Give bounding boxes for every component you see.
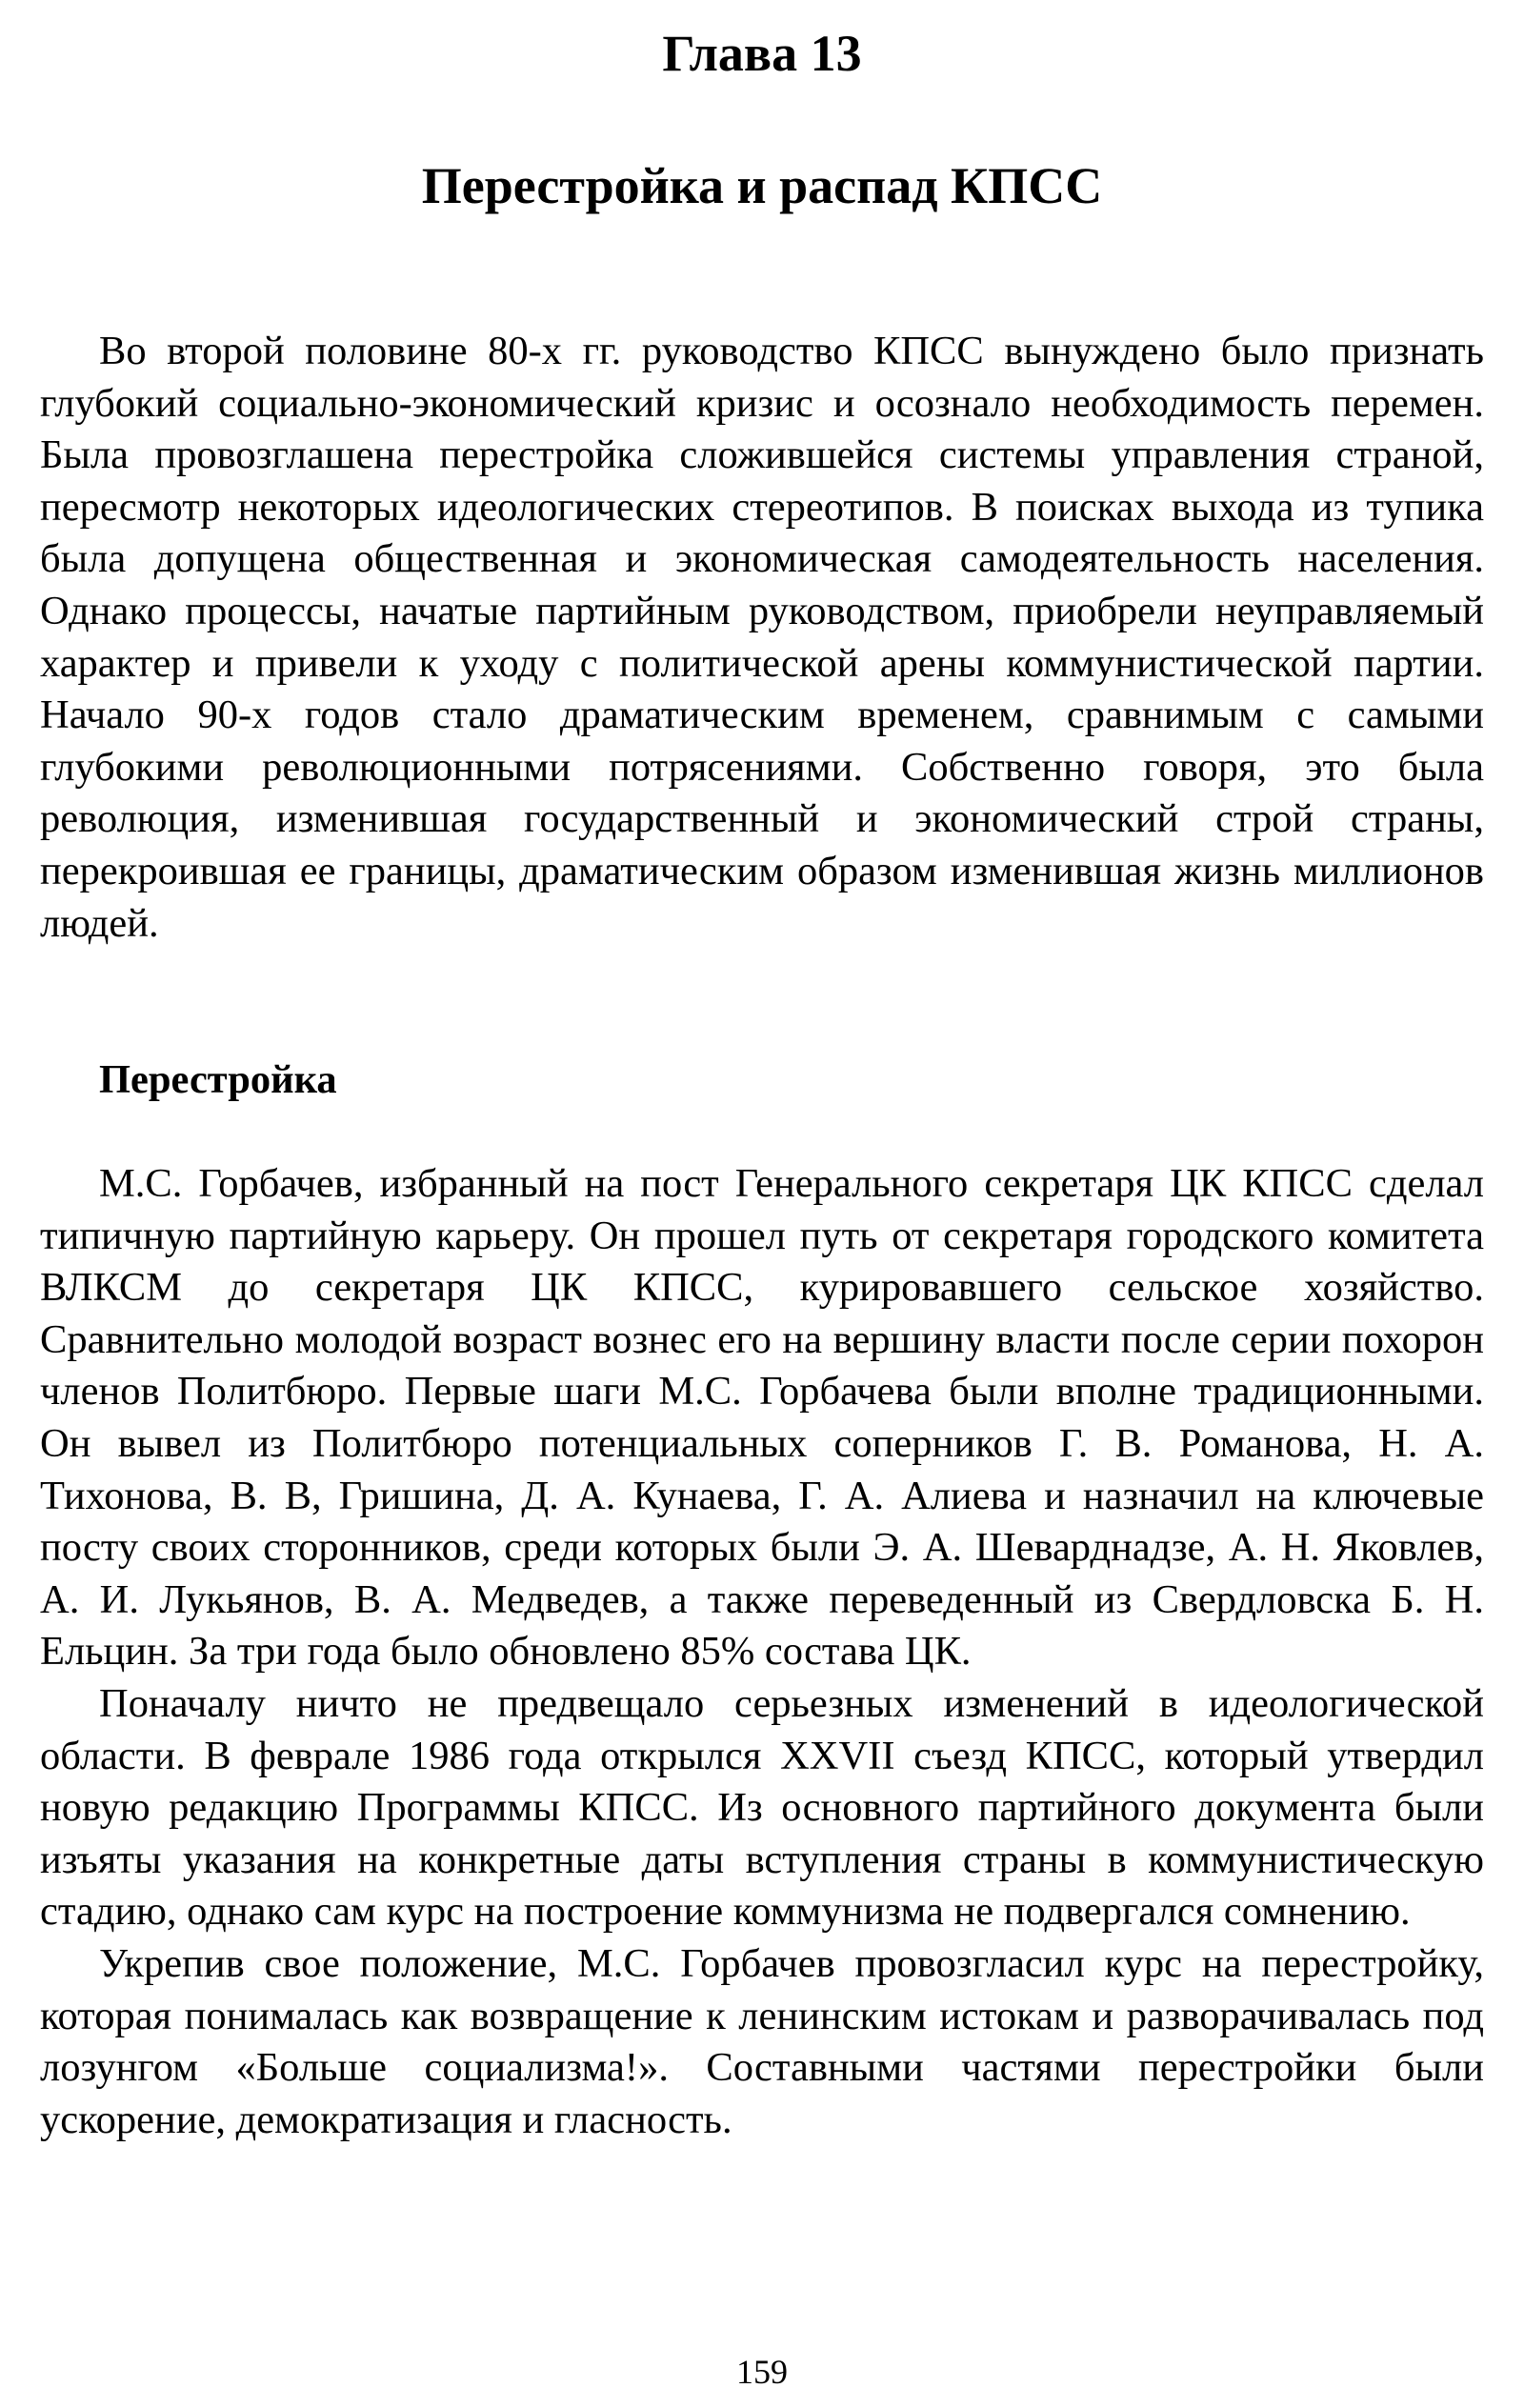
body-paragraph: Поначалу ничто не предвещало серьезных изменений в идеологической области. В феврале 1986 года открылся XXVII съезд КПСС, который утвердил новую редакцию Программы КПСС. Из основного партийного документа были изъяты указания на конкретные даты вступления страны в коммунистическую стадию, однако сам курс на построение коммунизма не подвергался сомнению. [40,1680,1484,1935]
intro-paragraph: Во второй половине 80-х гг. руководство КПСС вынуждено было признать глубокий социально-экономический кризис и осознало необходимость перемен. Была провозглашена перестройка сложившейся системы управления страной, пересмотр некоторых идеологических стереотипов. В поисках выхода из тупика была допущена общественная и экономическая самодеятельность населения. Однако процессы, начатые партийным руководством, приобрели неуправляемый характер и привели к уходу с политической арены коммунистической партии. Начало 90-х годов стало драматическим временем, сравнимым с самыми глубокими революционными потрясениями. Собственно говоря, это была революция, изменившая государственный и экономический строй страны, перекроившая ее границы, драматическим образом изменившая жизнь миллионов людей. [40,329,1484,946]
intro-block [40,326,1484,950]
section-body [40,1158,1484,2146]
chapter-title: Перестройка и распад КПСС [421,157,1103,214]
section-heading: Перестройка [99,1057,337,1102]
page-number: 159 [736,2353,788,2391]
chapter-label: Глава 13 [662,25,862,82]
body-paragraph: Укрепив свое положение, М.С. Горбачев провозгласил курс на перестройку, которая понималась как возвращение к ленинским истокам и разворачивалась под лозунгом «Больше социализма!». Составными частями перестройки были ускорение, демократизация и гласность. [40,1940,1484,2142]
body-paragraph: М.С. Горбачев, избранный на пост Генерального секретаря ЦК КПСС сделал типичную партийную карьеру. Он прошел путь от секретаря городского комитета ВЛКСМ до секретаря ЦК КПСС, курировавшего сельское хозяйство. Сравнительно молодой возраст вознес его на вершину власти после серии похорон членов Политбюро. Первые шаги М.С. Горбачева были вполне традиционными. Он вывел из Политбюро потенциальных соперников Г. В. Романова, Н. А. Тихонова, В. В, Гришина, Д. А. Кунаева, Г. А. Алиева и назначил на ключевые посту своих сторонников, среди которых были Э. А. Шеварднадзе, А. Н. Яковлев, А. И. Лукьянов, В. А. Медведев, а также переведенный из Свердловска Б. Н. Ельцин. За три года было обновлено 85% состава ЦК. [40,1161,1484,1675]
